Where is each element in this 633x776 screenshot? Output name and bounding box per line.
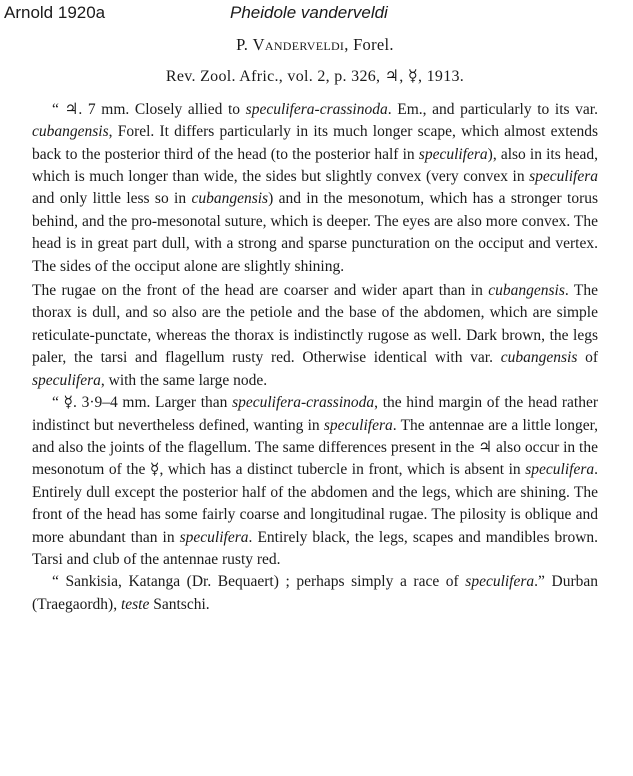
document-page [32, 34, 598, 616]
text-run: ) and in the mesonotum, which has a stronger torus behind, and the pro-mesonotal suture, which is deeper. The eyes are also more convex. The head is in great part dull, with a strong and sparse puncturation on the occiput and vertex. The sides of the occiput alone are slightly shining. [32, 190, 599, 275]
italic-term: speculifera [525, 461, 595, 479]
italic-term: speculifera [323, 416, 393, 434]
source-citation: Arnold 1920a [4, 3, 106, 22]
text-run: of [577, 349, 598, 367]
reference-line: Rev. Zool. Afric., vol. 2, p. 326, ♃, ☿, 1913. [165, 68, 465, 86]
text-run: , with the same large node. [100, 371, 268, 389]
italic-term: speculifera [529, 168, 598, 186]
species-epithet: Vanderveldi [252, 35, 345, 54]
text-run: “ ♃. 7 mm. Closely allied to [52, 100, 246, 118]
italic-term: speculifera [418, 145, 488, 163]
text-run: . Em., and particularly to its var. [387, 100, 598, 118]
text-run: “ ☿. 3·9–4 mm. Larger than [52, 394, 233, 412]
italic-term: speculifera [465, 573, 535, 591]
italic-term: teste [120, 595, 150, 613]
species-author: , Forel. [344, 35, 394, 54]
text-run: The rugae on the front of the head are coarser and wider apart than in [32, 282, 489, 300]
italic-term: speculifera-crassinoda [232, 394, 375, 412]
text-run: . Entirely black, the legs, scapes and mandibles brown. Tarsi and club of the antennae rusty red. [32, 528, 599, 568]
text-run: ), also in its head, which is much longer than wide, the sides but slightly convex (very convex in [32, 145, 599, 186]
text-run: , the hind margin of the head rather indistinct but nevertheless defined, wanting in [32, 394, 598, 434]
paragraph-worker [32, 392, 598, 571]
italic-term: speculifera [32, 371, 101, 389]
text-run: and only little less so in [32, 190, 192, 208]
text-run: . The thorax is dull, and so also are the petiole and the base of the abdomen, which are simple reticulate-punctate, whereas the thorax is indistinctly rugose as well. Dark brown, the legs paler, the tarsi and flagellum rusty red. Otherwise identical with var. [32, 282, 598, 367]
italic-term: speculifera [179, 528, 249, 546]
text-run: “ Sankisia, Katanga (Dr. Bequaert) ; perhaps simply a race of [52, 573, 466, 591]
species-abbrev: P. [236, 35, 253, 54]
paragraph-major-worker-cont [32, 280, 598, 392]
paragraph-major-worker [32, 99, 598, 278]
paragraph-locality [32, 571, 598, 616]
text-run: . The antennae are a little longer, and also the joints of the flagellum. The same differences present in the ♃ also occur in the mesonotum of the ☿, which has a distinct tubercle in front, which is absent in [32, 416, 598, 479]
species-title [32, 34, 598, 56]
text-run: .” Durban (Traegaordh), [32, 573, 598, 613]
italic-term: cubangensis [488, 282, 565, 300]
italic-term: cubangensis [191, 190, 269, 208]
italic-term: speculifera-crassinoda [245, 100, 388, 118]
text-run: . Entirely dull except the posterior half of the abdomen and the legs, which are shining. The front of the head has some fairly coarse and longitudinal rugae. The pilosity is oblique and more abundant than in [32, 461, 598, 546]
italic-term: cubangensis [500, 349, 578, 367]
taxon-name: Pheidole vanderveldi [230, 3, 388, 22]
italic-term: cubangensis [32, 123, 109, 141]
text-run: Santschi. [149, 595, 210, 613]
text-run: , Forel. It differs particularly in its much longer scape, which almost extends back to the posterior third of the head (to the posterior half in [32, 123, 598, 163]
